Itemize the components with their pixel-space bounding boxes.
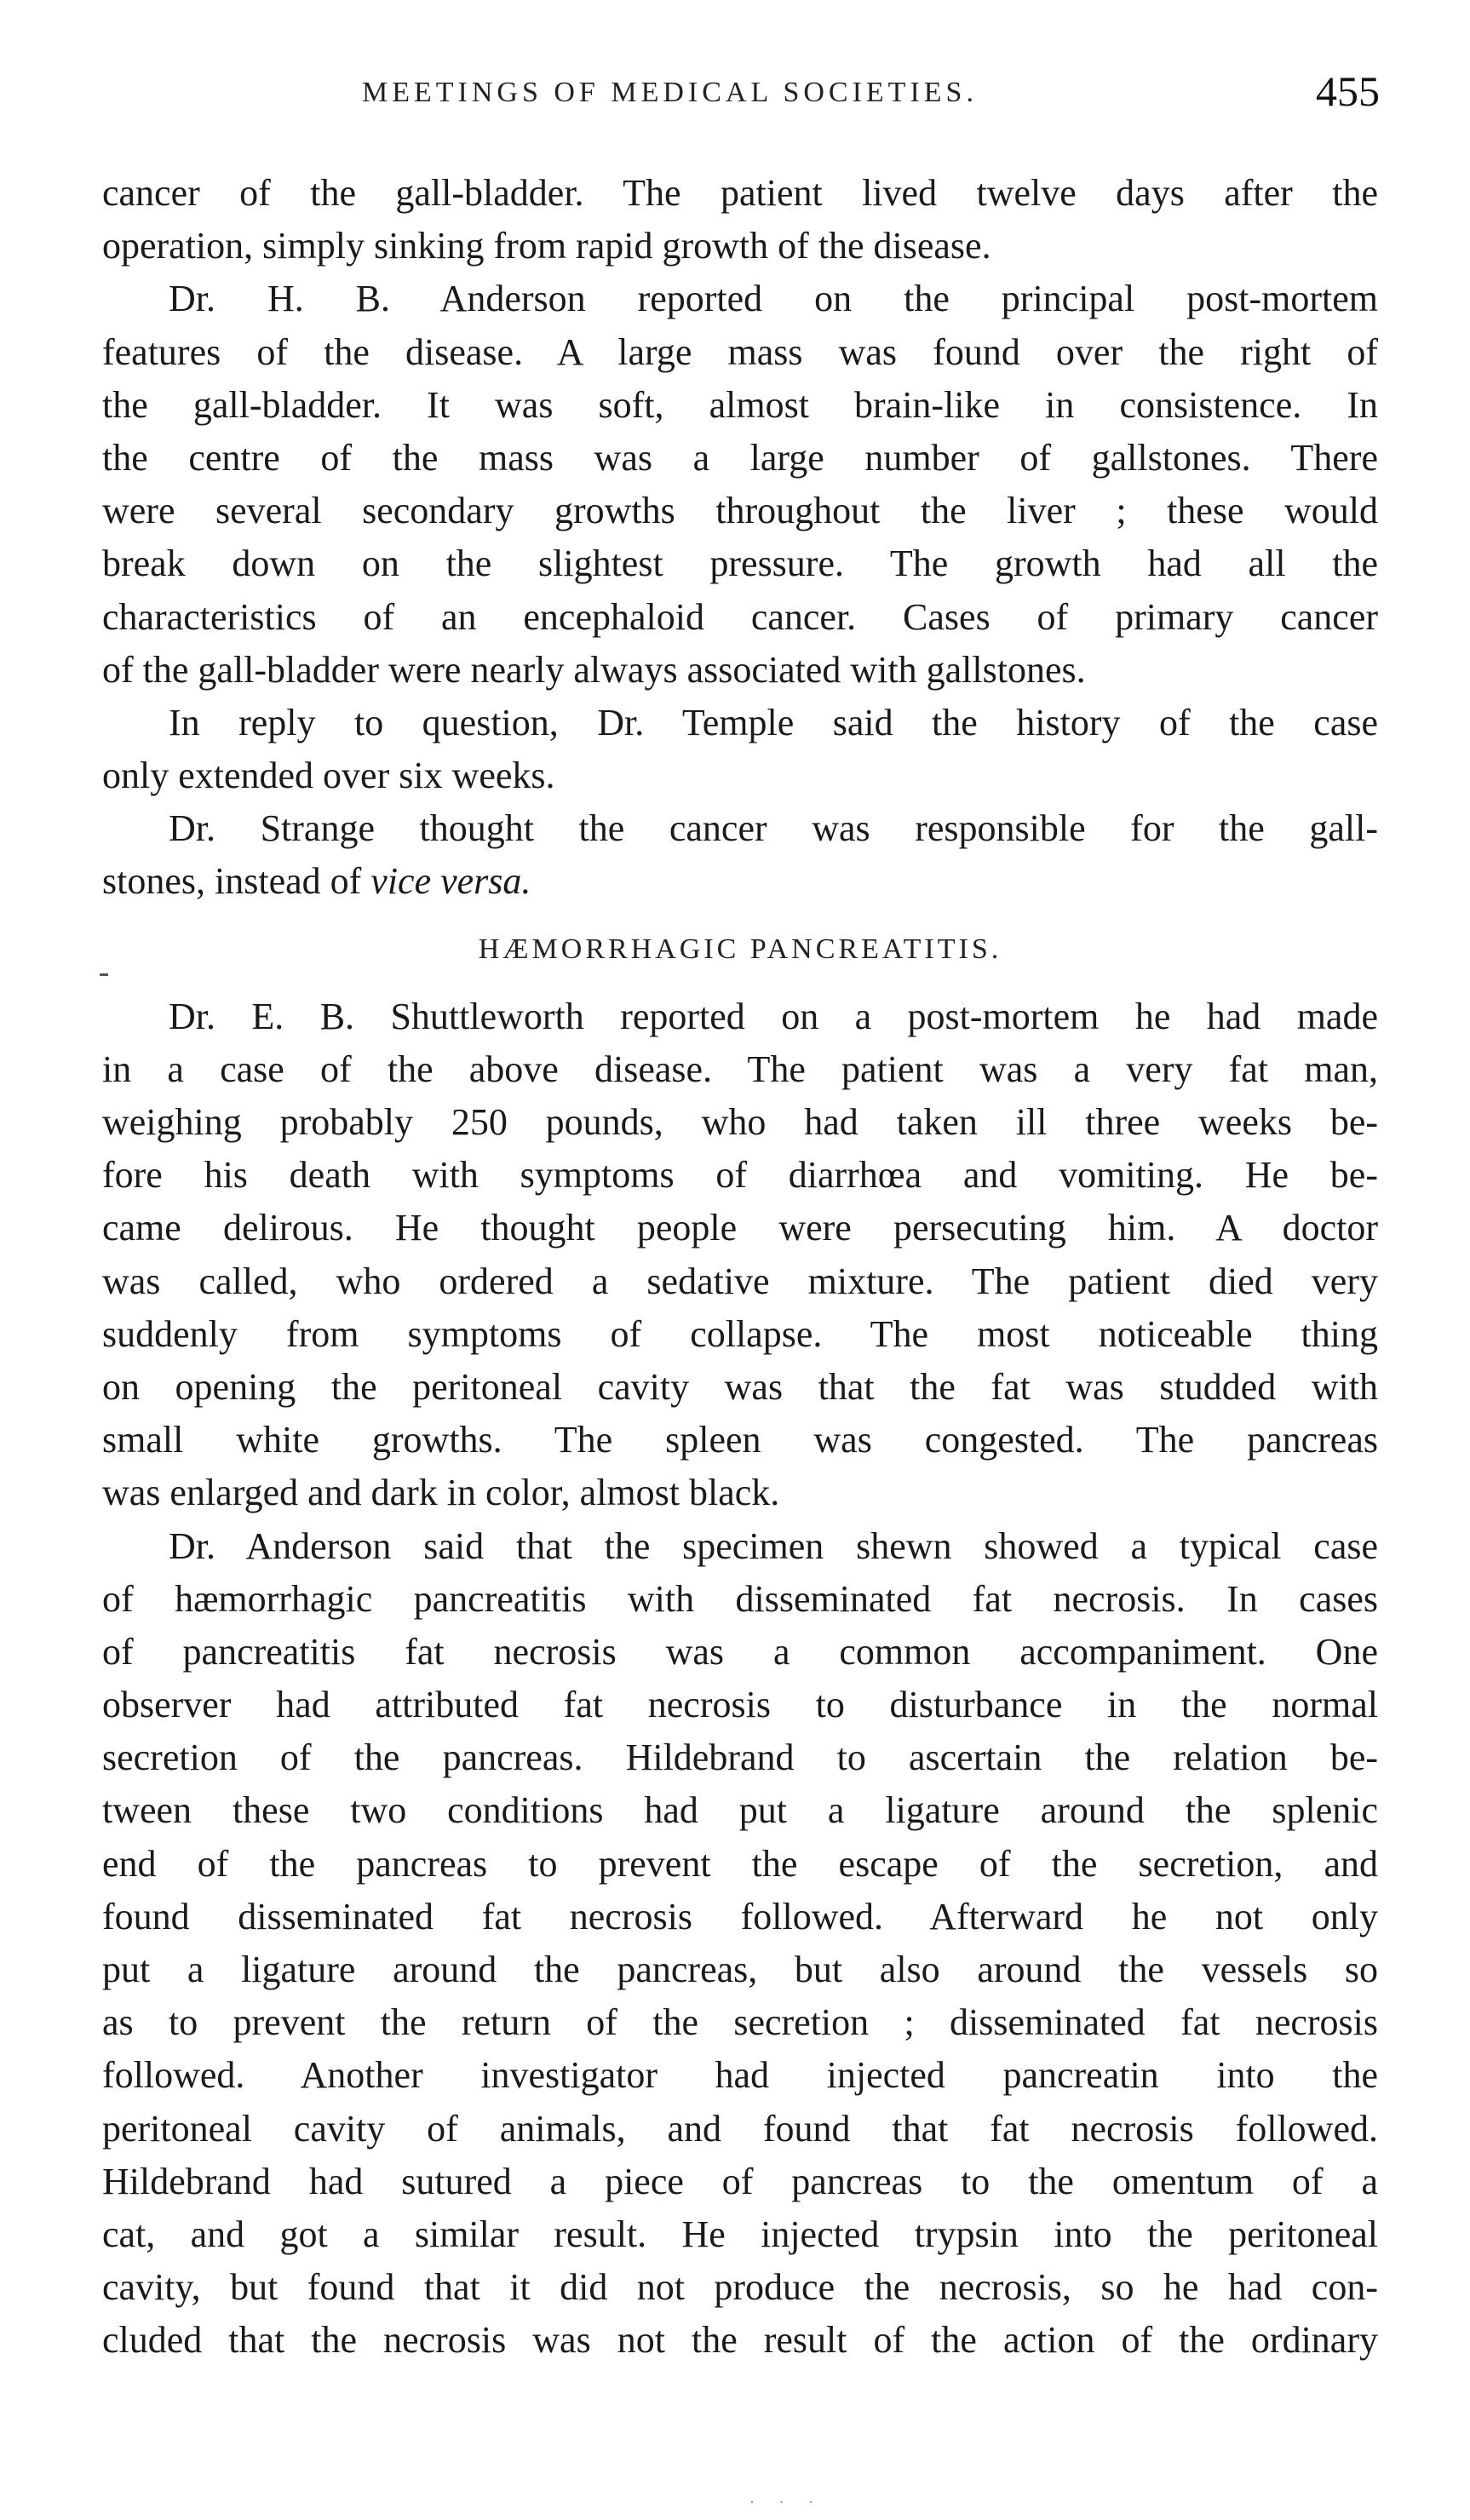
running-head	[102, 66, 1380, 118]
text-line: came delirous. He thought people were persecuting him. A doctor	[102, 1207, 1378, 1249]
text-line-italic-end: stones, instead of vice versa.	[102, 860, 531, 903]
text-line: only extended over six weeks.	[102, 755, 555, 797]
text-line: cat, and got a similar result. He injected trypsin into the peritoneal	[102, 2213, 1378, 2255]
text-line: Dr. E. B. Shuttleworth reported on a post-mortem he had made	[169, 995, 1378, 1037]
text-line: cluded that the necrosis was not the result of the action of the ordinary	[102, 2319, 1378, 2362]
section-heading: HÆMORRHAGIC PANCREATITIS.	[478, 933, 1002, 965]
text-line: was enlarged and dark in color, almost black.	[102, 1472, 780, 1514]
running-title: MEETINGS OF MEDICAL SOCIETIES.	[362, 77, 978, 108]
scan-noise: · · ·	[749, 2494, 824, 2511]
paragraph	[102, 802, 1378, 908]
text-line: was called, who ordered a sedative mixture. The patient died very	[102, 1260, 1378, 1302]
text-line: operation, simply sinking from rapid growth of the disease.	[102, 225, 991, 267]
text-line: end of the pancreas to prevent the escape of the secretion, and	[102, 1842, 1378, 1885]
text-line: characteristics of an encephaloid cancer. Cases of primary cancer	[102, 595, 1378, 638]
text-line: tween these two conditions had put a ligature around the splenic	[102, 1789, 1378, 1832]
paragraph	[102, 167, 1378, 273]
text-line: on opening the peritoneal cavity was that the fat was studded with	[102, 1365, 1378, 1408]
text-line: In reply to question, Dr. Temple said the history of the case	[169, 701, 1378, 743]
text-line: the centre of the mass was a large number of gallstones. There	[102, 436, 1378, 479]
paragraph	[102, 1520, 1378, 2368]
text-line: were several secondary growths throughout the liver ; these would	[102, 490, 1378, 532]
text-line: suddenly from symptoms of collapse. The most noticeable thing	[102, 1312, 1378, 1355]
text-line: of hæmorrhagic pancreatitis with disseminated fat necrosis. In cases	[102, 1577, 1378, 1620]
text-line: fore his death with symptoms of diarrhœa and vomiting. He be-	[102, 1154, 1378, 1197]
text-line: the gall-bladder. It was soft, almost brain-like in consistence. In	[102, 383, 1378, 426]
text-line: features of the disease. A large mass was found over the right of	[102, 330, 1378, 373]
text-line: Dr. H. B. Anderson reported on the principal post-mortem	[169, 278, 1378, 320]
text-line: weighing probably 250 pounds, who had taken ill three weeks be-	[102, 1101, 1378, 1143]
body-text	[102, 167, 1378, 2368]
text-line: as to prevent the return of the secretion ; disseminated fat necrosis	[102, 2001, 1378, 2044]
text-line: put a ligature around the pancreas, but also around the vessels so	[102, 1949, 1378, 1990]
paragraph	[102, 273, 1378, 697]
text-line: Dr. Anderson said that the specimen shewn showed a typical case	[169, 1524, 1378, 1567]
text-line: observer had attributed fat necrosis to disturbance in the normal	[102, 1684, 1378, 1726]
text-line: of the gall-bladder were nearly always associated with gallstones.	[102, 648, 1086, 691]
text-line: cancer of the gall-bladder. The patient lived twelve days after the	[102, 172, 1378, 214]
text-line: Hildebrand had sutured a piece of pancreas to the omentum of a	[102, 2160, 1378, 2202]
paragraph	[102, 697, 1378, 802]
text-line: followed. Another investigator had injected pancreatin into the	[102, 2054, 1378, 2097]
text-line: small white growths. The spleen was congested. The pancreas	[102, 1419, 1378, 1461]
text-line: break down on the slightest pressure. The growth had all the	[102, 542, 1378, 585]
page-number: 455	[1316, 67, 1380, 115]
text-line: secretion of the pancreas. Hildebrand to ascertain the relation be-	[102, 1736, 1378, 1779]
text-line: Dr. Strange thought the cancer was responsible for the gall-	[169, 807, 1378, 850]
text-line: in a case of the above disease. The patient was a very fat man,	[102, 1048, 1378, 1090]
text-line: peritoneal cavity of animals, and found that fat necrosis followed.	[102, 2107, 1378, 2150]
text-line: of pancreatitis fat necrosis was a common accompaniment. One	[102, 1630, 1378, 1673]
text-line: found disseminated fat necrosis followed. Afterward he not only	[102, 1895, 1378, 1937]
paragraph	[102, 990, 1378, 1520]
text-line: cavity, but found that it did not produce the necrosis, so he had con-	[102, 2266, 1378, 2309]
